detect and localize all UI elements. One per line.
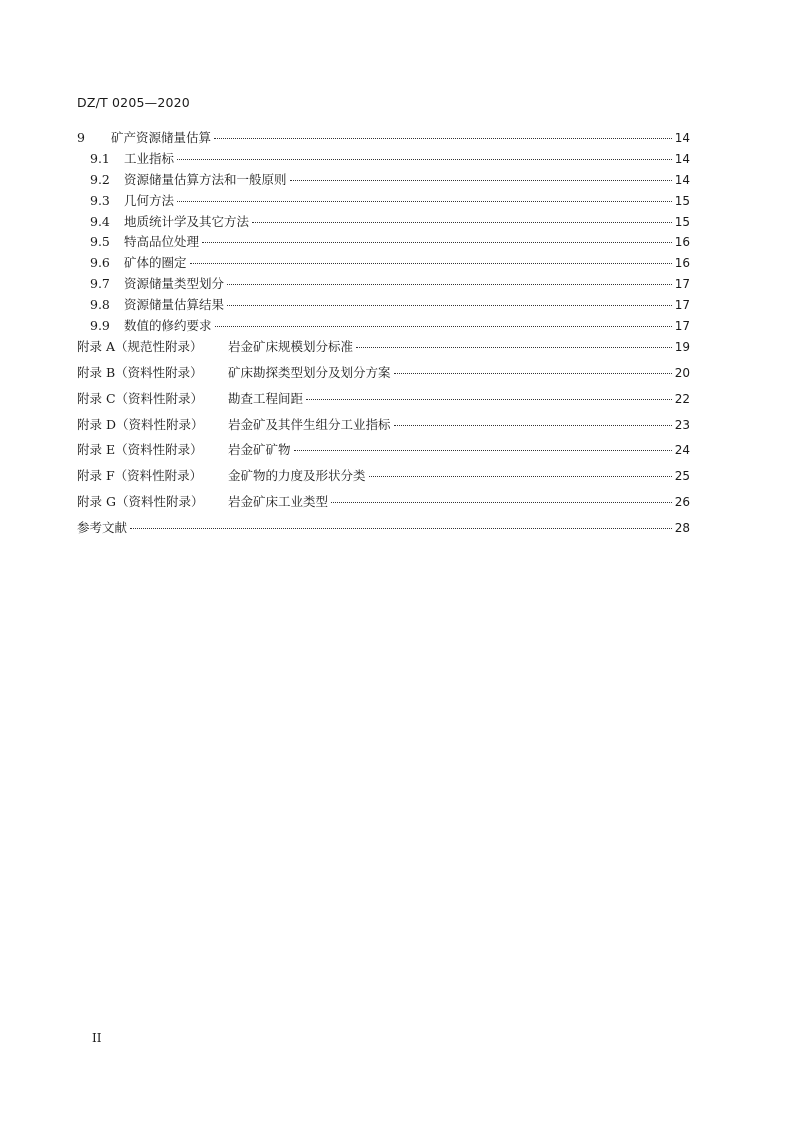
- toc-appendix-g[interactable]: [77, 492, 690, 518]
- toc-page: 19: [674, 339, 690, 354]
- toc-page: 26: [674, 495, 690, 510]
- toc-title: 资源储量类型划分: [124, 276, 225, 292]
- toc-appendix-f[interactable]: [77, 466, 690, 492]
- toc-title: 金矿物的力度及形状分类: [228, 468, 366, 484]
- dot-leader: [369, 476, 672, 477]
- toc-number: 9.8: [90, 297, 110, 313]
- dot-leader: [294, 450, 672, 451]
- toc-page: 17: [674, 277, 690, 292]
- toc-title: 矿床勘探类型划分及划分方案: [228, 364, 391, 380]
- toc-title: 参考文献: [77, 520, 128, 536]
- toc-page: 24: [674, 443, 690, 458]
- toc-page: 17: [674, 298, 690, 313]
- toc-number: 9.2: [90, 171, 110, 187]
- toc-appendix-a[interactable]: [77, 337, 690, 363]
- toc-section-9-5[interactable]: [77, 232, 690, 253]
- toc-title: 特高品位处理: [124, 234, 200, 250]
- toc-number: 9.3: [90, 192, 110, 208]
- dot-leader: [202, 242, 672, 243]
- toc-page: 20: [674, 365, 690, 380]
- toc-page: 14: [674, 131, 690, 145]
- toc-title: 矿体的圈定: [124, 255, 187, 271]
- document-code: DZ/T 0205—2020: [77, 95, 190, 110]
- toc-title: 岩金矿矿物: [228, 442, 291, 458]
- dot-leader: [306, 399, 672, 400]
- dot-leader: [214, 138, 672, 139]
- toc-title: 矿产资源储量估算: [111, 130, 212, 145]
- toc-page: 23: [674, 417, 690, 432]
- dot-leader: [215, 326, 672, 327]
- appendix-label: 附录 C（资料性附录）: [77, 390, 204, 406]
- toc-section-9-1[interactable]: [77, 149, 690, 170]
- toc-section-9-7[interactable]: [77, 274, 690, 295]
- dot-leader: [177, 159, 672, 160]
- toc-number: 9.7: [90, 276, 110, 292]
- dot-leader: [177, 201, 672, 202]
- toc-section-9-4[interactable]: [77, 212, 690, 233]
- toc-page: 14: [674, 151, 690, 166]
- page-number: II: [92, 1031, 102, 1045]
- toc-page: 15: [674, 193, 690, 208]
- toc-appendix-b[interactable]: [77, 363, 690, 389]
- toc-page: 17: [674, 319, 690, 334]
- toc-page: 16: [674, 256, 690, 271]
- dot-leader: [130, 528, 672, 529]
- toc-page: 25: [674, 469, 690, 484]
- toc-page: 22: [674, 391, 690, 406]
- toc-section-9-8[interactable]: [77, 295, 690, 316]
- toc-section-9-9[interactable]: [77, 316, 690, 337]
- toc-appendix-c[interactable]: [77, 389, 690, 415]
- toc-title: 数值的修约要求: [124, 318, 212, 334]
- toc-number: 9.6: [90, 255, 110, 271]
- dot-leader: [290, 180, 672, 181]
- dot-leader: [190, 263, 672, 264]
- table-of-contents: [77, 128, 690, 544]
- appendix-label: 附录 F（资料性附录）: [77, 468, 203, 484]
- toc-title: 岩金矿及其伴生组分工业指标: [228, 416, 391, 432]
- toc-section-9-6[interactable]: [77, 253, 690, 274]
- toc-number: 9.5: [90, 234, 110, 250]
- toc-appendix-d[interactable]: [77, 415, 690, 441]
- dot-leader: [227, 284, 672, 285]
- appendix-label: 附录 E（资料性附录）: [77, 442, 203, 458]
- toc-page: 14: [674, 172, 690, 187]
- toc-title: 资源储量估算结果: [124, 297, 225, 313]
- toc-chapter-9[interactable]: [77, 128, 690, 149]
- dot-leader: [356, 347, 672, 348]
- toc-references[interactable]: [77, 518, 690, 544]
- dot-leader: [252, 222, 672, 223]
- dot-leader: [394, 373, 672, 374]
- toc-section-9-3[interactable]: [77, 191, 690, 212]
- toc-number: 9: [77, 130, 85, 145]
- toc-page: 15: [674, 214, 690, 229]
- toc-number: 9.9: [90, 318, 110, 334]
- toc-title: 岩金矿床规模划分标准: [228, 338, 354, 354]
- appendix-label: 附录 G（资料性附录）: [77, 494, 204, 510]
- appendix-label: 附录 D（资料性附录）: [77, 416, 204, 432]
- toc-title: 勘查工程间距: [228, 390, 304, 406]
- appendix-label: 附录 B（资料性附录）: [77, 364, 203, 380]
- dot-leader: [227, 305, 672, 306]
- toc-title: 资源储量估算方法和一般原则: [124, 171, 287, 187]
- toc-title: 岩金矿床工业类型: [228, 494, 329, 510]
- dot-leader: [331, 502, 672, 503]
- toc-page: 16: [674, 235, 690, 250]
- toc-appendix-e[interactable]: [77, 440, 690, 466]
- dot-leader: [394, 425, 672, 426]
- toc-title: 几何方法: [124, 192, 175, 208]
- toc-section-9-2[interactable]: [77, 170, 690, 191]
- toc-page: 28: [674, 521, 690, 536]
- toc-number: 9.1: [90, 150, 110, 166]
- toc-title: 工业指标: [124, 150, 175, 166]
- appendix-label: 附录 A（规范性附录）: [77, 338, 203, 354]
- toc-number: 9.4: [90, 213, 110, 229]
- toc-title: 地质统计学及其它方法: [124, 213, 250, 229]
